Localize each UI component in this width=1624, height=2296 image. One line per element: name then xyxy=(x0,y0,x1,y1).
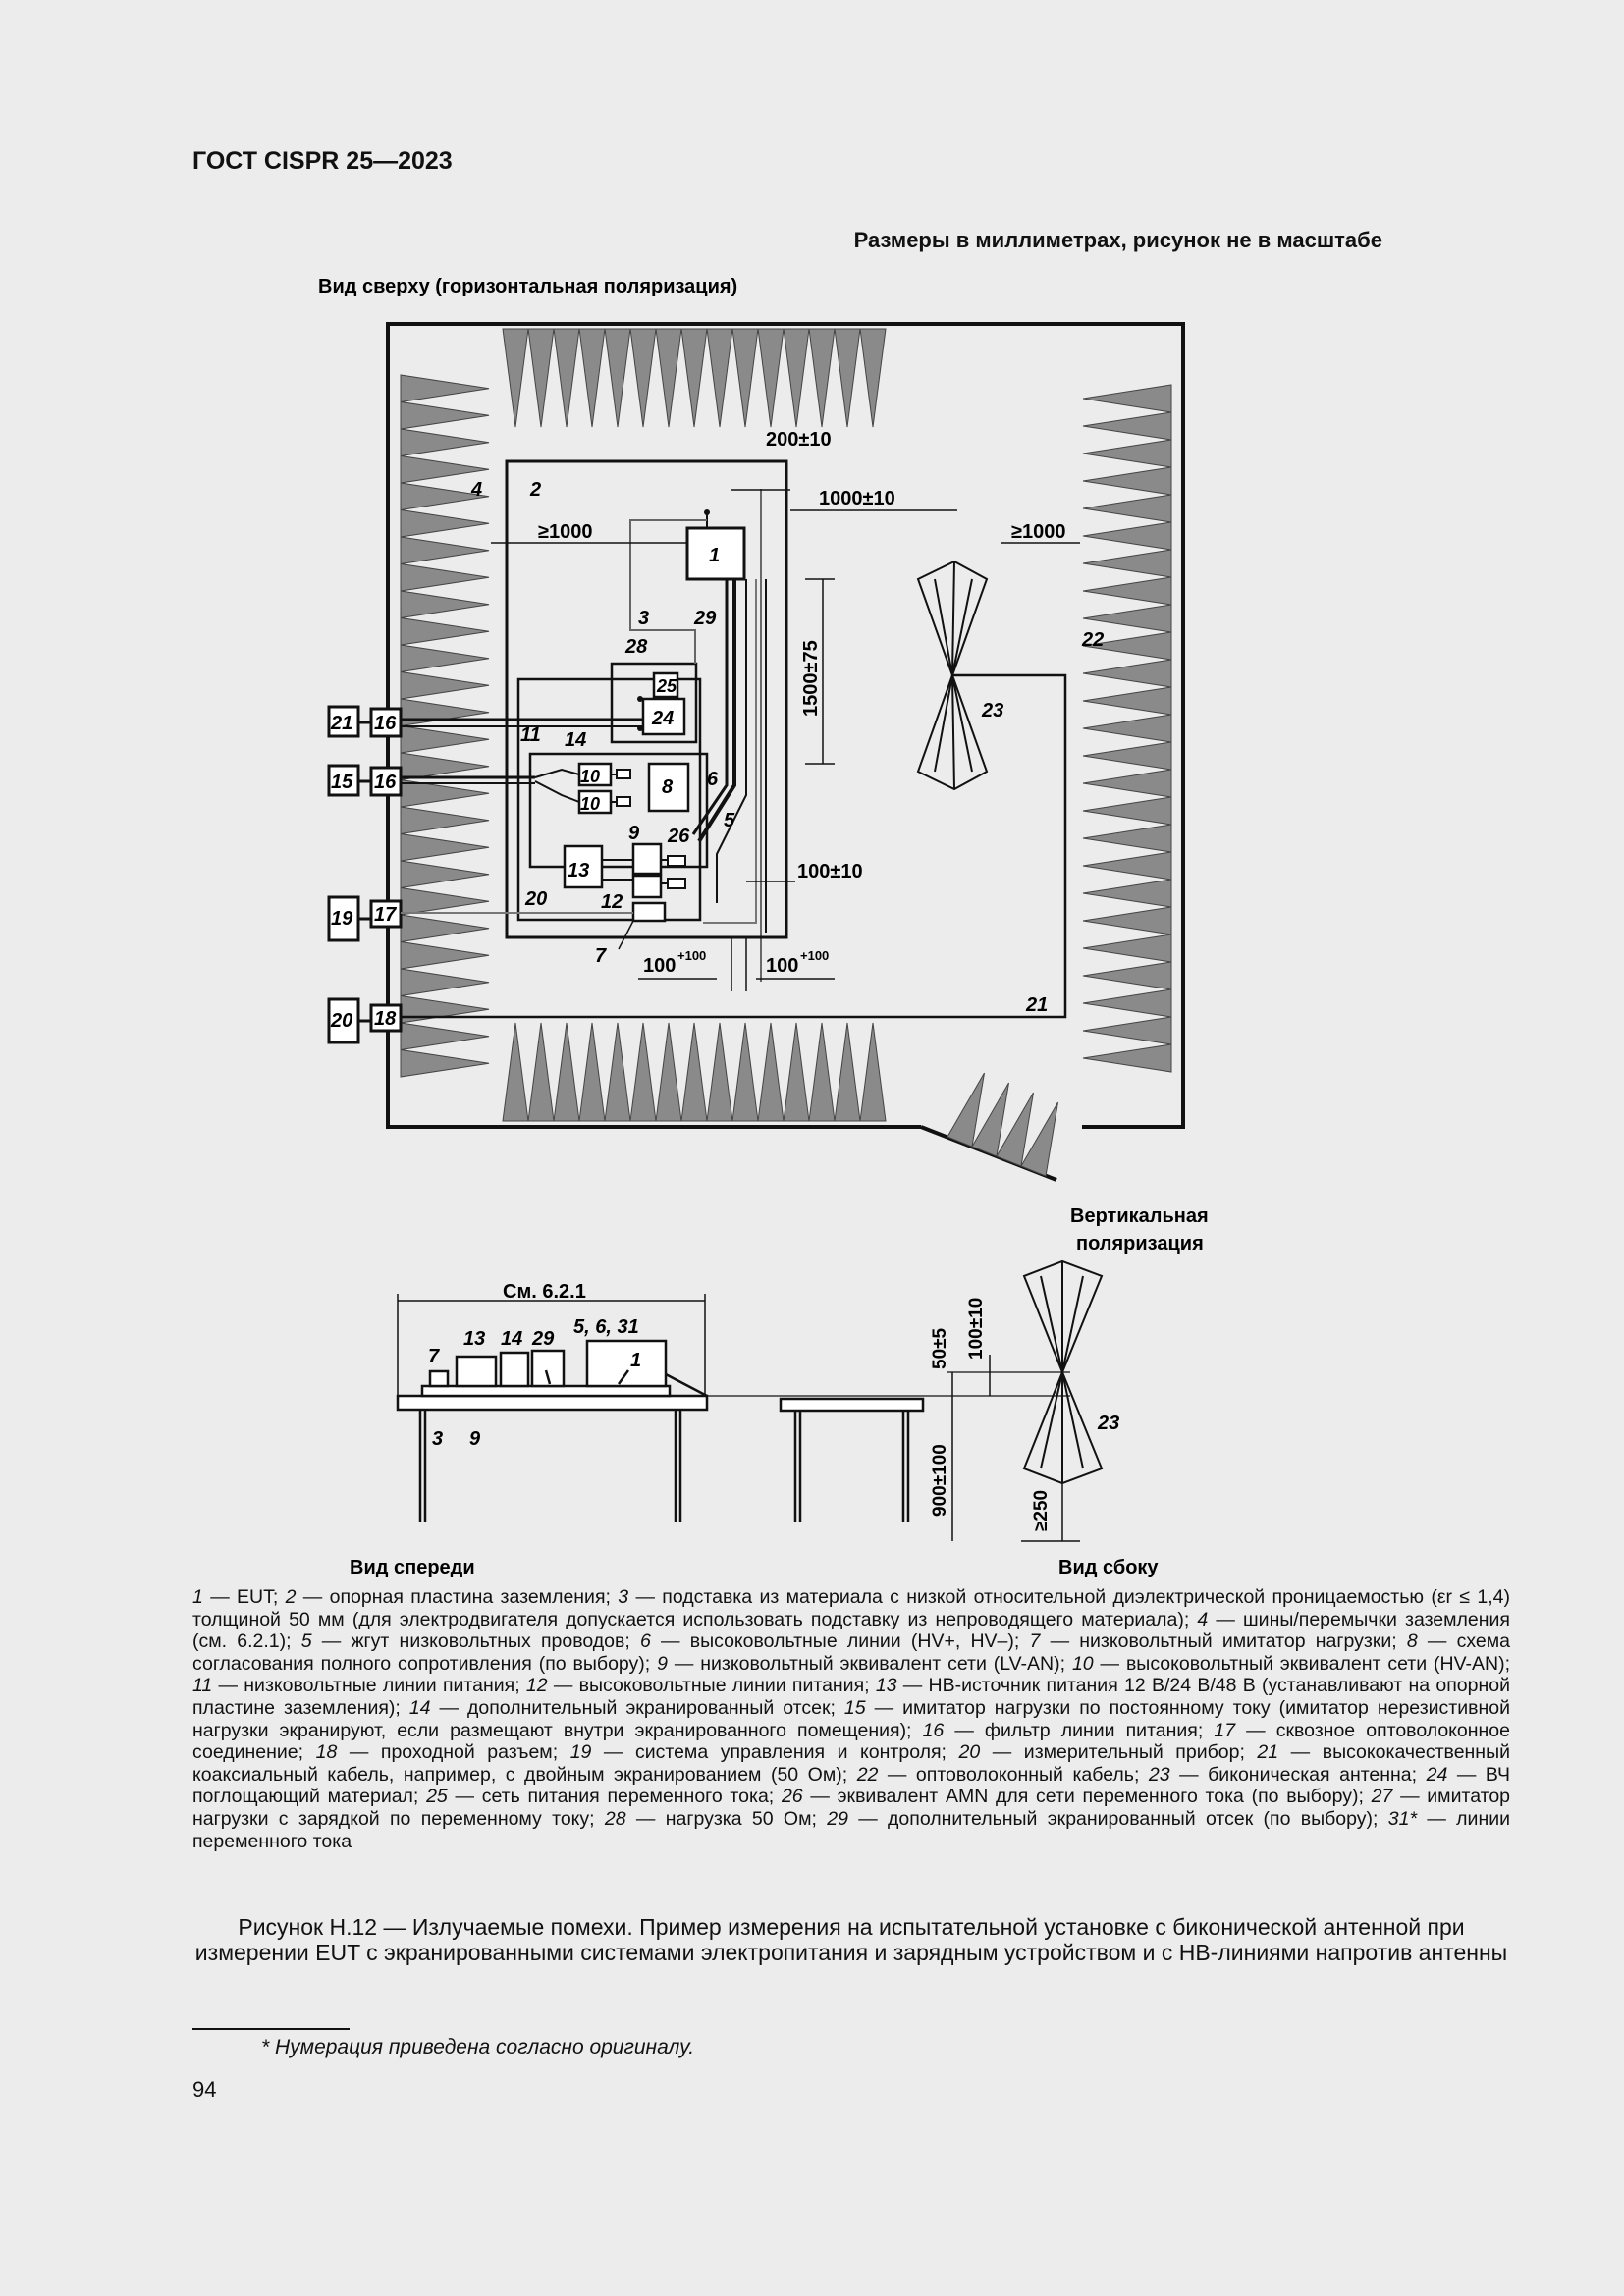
svg-text:24: 24 xyxy=(652,708,675,729)
svg-text:1500±75: 1500±75 xyxy=(800,640,822,717)
absorber-cone xyxy=(1083,440,1171,467)
legend-item-number: 7 xyxy=(1029,1630,1041,1653)
legend-item-number: 4 xyxy=(1197,1608,1209,1630)
legend-item-text: — эквивалент AMN для сети переменного тока (по выбору); xyxy=(802,1786,1372,1808)
svg-text:8: 8 xyxy=(662,776,674,798)
absorber-cone xyxy=(579,1023,605,1121)
legend-item-number: 16 xyxy=(922,1719,945,1741)
absorber-cone xyxy=(401,996,489,1024)
legend-item-number: 5 xyxy=(300,1630,312,1653)
svg-text:900±100: 900±100 xyxy=(930,1444,950,1517)
svg-text:1: 1 xyxy=(630,1350,642,1371)
absorber-cone xyxy=(503,329,528,427)
absorber-cone xyxy=(1083,605,1171,632)
legend-item xyxy=(782,1786,1372,1807)
legend-item-text: — дополнительный экранированный отсек; xyxy=(430,1696,844,1719)
absorber-cone xyxy=(758,329,784,427)
legend-item xyxy=(570,1741,959,1763)
absorber-cone xyxy=(1083,825,1171,852)
svg-text:20: 20 xyxy=(331,1010,353,1032)
svg-text:+100: +100 xyxy=(677,948,707,963)
svg-text:15: 15 xyxy=(331,772,353,793)
absorber-cone xyxy=(630,329,656,427)
svg-text:3: 3 xyxy=(432,1428,444,1450)
absorber-cone xyxy=(860,1023,886,1121)
absorber-cone xyxy=(1083,907,1171,934)
absorber-cone xyxy=(1083,715,1171,742)
svg-text:29: 29 xyxy=(694,608,717,629)
side-table xyxy=(781,1399,923,1522)
footnote: * Нумерация приведена согласно оригиналу. xyxy=(261,2036,695,2058)
legend-item-text: — опорная пластина заземления; xyxy=(296,1586,619,1608)
absorber-cone xyxy=(681,329,707,427)
absorber-cone xyxy=(1083,934,1171,962)
absorber-cone xyxy=(528,1023,554,1121)
legend-item-number: 3 xyxy=(618,1586,629,1608)
legend-item-number: 29 xyxy=(827,1807,848,1830)
absorber-cone xyxy=(401,645,489,672)
absorber-cone xyxy=(1083,989,1171,1017)
svg-text:≥1000: ≥1000 xyxy=(538,521,593,543)
svg-text:7: 7 xyxy=(595,945,607,967)
svg-text:100: 100 xyxy=(643,955,677,977)
svg-text:20: 20 xyxy=(525,888,548,910)
legend-item-text: — фильтр линии питания; xyxy=(944,1719,1215,1741)
absorber-cone xyxy=(401,969,489,996)
legend-item-number: 20 xyxy=(958,1741,981,1764)
absorber-cone xyxy=(732,329,758,427)
legend-item xyxy=(657,1653,1072,1675)
absorber-cone xyxy=(401,591,489,618)
legend-item-text: — оптоволоконный кабель; xyxy=(878,1763,1149,1786)
absorber-cone xyxy=(1083,880,1171,907)
svg-text:14: 14 xyxy=(501,1328,523,1350)
legend-item-number: 8 xyxy=(1406,1630,1418,1653)
legend-item-number: 10 xyxy=(1071,1652,1094,1675)
legend-item-text: — линии переменного тока xyxy=(192,1807,1510,1852)
absorber-cone xyxy=(707,329,732,427)
absorber-cone xyxy=(401,807,489,834)
svg-text:10: 10 xyxy=(580,767,601,786)
svg-text:13: 13 xyxy=(568,860,590,881)
legend-item-text: — биконическая антенна; xyxy=(1169,1763,1427,1786)
absorber-cone xyxy=(707,1023,732,1121)
legend-item xyxy=(301,1630,640,1652)
absorber-cone xyxy=(630,1023,656,1121)
legend-item xyxy=(640,1630,1030,1652)
svg-text:13: 13 xyxy=(463,1328,486,1350)
legend-item-text: — имитатор нагрузки по постоянному току (имитатор нерезистивной нагрузки экранируют, если размещают внутри экранированного помещения); xyxy=(192,1696,1511,1741)
absorber-cone xyxy=(401,672,489,700)
legend-item-text: — дополнительный экранированный отсек (по выбору); xyxy=(847,1807,1388,1830)
legend-item-text: — высоковольтные линии питания; xyxy=(547,1675,876,1697)
svg-text:19: 19 xyxy=(331,908,353,930)
absorber-cone xyxy=(784,329,809,427)
absorber-cone xyxy=(605,1023,630,1121)
absorber-cone xyxy=(503,1023,528,1121)
front-side-view-figure xyxy=(324,1193,1267,1585)
svg-text:4: 4 xyxy=(471,479,483,501)
legend-item-text: — сеть питания переменного тока; xyxy=(447,1786,782,1808)
absorber-cone xyxy=(401,888,489,916)
svg-text:100±10: 100±10 xyxy=(797,861,863,882)
svg-text:16: 16 xyxy=(374,772,397,793)
absorber-cone xyxy=(554,329,579,427)
svg-text:18: 18 xyxy=(374,1008,397,1030)
legend-item-number: 17 xyxy=(1214,1719,1236,1741)
figure-legend xyxy=(192,1586,1510,1852)
legend-item xyxy=(857,1764,1149,1786)
absorber-cone xyxy=(401,915,489,942)
absorber-cone xyxy=(401,942,489,970)
legend-item-text: — схема согласования полного сопротивления (по выбору); xyxy=(192,1630,1510,1675)
svg-text:16: 16 xyxy=(374,713,397,734)
view-top-title: Вид сверху (горизонтальная поляризация) xyxy=(318,276,738,297)
legend-item-text: — EUT; xyxy=(202,1586,286,1608)
absorber-cone xyxy=(1083,412,1171,440)
svg-text:50±5: 50±5 xyxy=(930,1327,950,1369)
absorber-cone xyxy=(401,726,489,754)
svg-text:2: 2 xyxy=(530,479,542,501)
absorber-cone xyxy=(1083,522,1171,550)
legend-item xyxy=(827,1808,1388,1830)
svg-text:Вид сбоку: Вид сбоку xyxy=(1058,1557,1159,1578)
absorber-cone xyxy=(809,1023,835,1121)
absorber-cone xyxy=(401,861,489,888)
legend-item xyxy=(192,1586,286,1608)
legend-item-text: — измерительный прибор; xyxy=(980,1741,1258,1764)
svg-text:9: 9 xyxy=(469,1428,481,1450)
absorber-cone xyxy=(1083,467,1171,495)
legend-item-text: — подставка из материала с низкой относительной диэлектрической проницаемостью (εr ≤ 1,4) толщиной 50 мм (для электродвигателя допускается использовать подставку из непроводящего материала); xyxy=(192,1586,1510,1630)
legend-item xyxy=(1072,1653,1510,1675)
legend-item-number: 13 xyxy=(875,1675,897,1697)
svg-text:поляризация: поляризация xyxy=(1076,1233,1204,1255)
legend-item-text: — HB-источник питания 12 В/24 В/48 В (устанавливают на опорной пластине заземления); xyxy=(192,1675,1510,1719)
absorber-cone xyxy=(401,402,489,430)
legend-item-number: 18 xyxy=(315,1741,338,1764)
legend-item-number: 31* xyxy=(1387,1807,1418,1830)
legend-item xyxy=(526,1675,876,1696)
svg-text:Вертикальная: Вертикальная xyxy=(1070,1205,1209,1227)
absorber-cone xyxy=(784,1023,809,1121)
svg-text:28: 28 xyxy=(625,636,648,658)
absorber-cone xyxy=(835,329,860,427)
absorber-cone xyxy=(401,510,489,538)
legend-item-text: — низковольтный имитатор нагрузки; xyxy=(1040,1630,1407,1653)
absorber-cone xyxy=(401,618,489,646)
svg-text:10: 10 xyxy=(580,794,601,814)
absorber-cone xyxy=(1083,495,1171,522)
front-table xyxy=(398,1341,707,1522)
absorber-cone xyxy=(835,1023,860,1121)
absorber-cone xyxy=(401,834,489,862)
svg-text:200±10: 200±10 xyxy=(766,429,832,451)
legend-item-number: 28 xyxy=(604,1807,626,1830)
legend-item-number: 23 xyxy=(1148,1763,1170,1786)
absorber-cone xyxy=(681,1023,707,1121)
legend-item xyxy=(192,1675,526,1696)
svg-text:17: 17 xyxy=(374,904,397,926)
svg-text:11: 11 xyxy=(520,724,541,746)
legend-item-number: 9 xyxy=(657,1652,668,1675)
figure-caption: Рисунок H.12 — Излучаемые помехи. Пример измерения на испытательной установке с биконической антенной при измерении EUT с экранированными системами электропитания и зарядным устройством и с HB-линиями напротив антенны xyxy=(194,1914,1508,1965)
legend-item-number: 25 xyxy=(426,1786,448,1808)
svg-text:5, 6, 31: 5, 6, 31 xyxy=(573,1316,639,1338)
absorber-cone xyxy=(860,329,886,427)
absorber-cone xyxy=(1083,577,1171,605)
legend-item-number: 6 xyxy=(639,1630,651,1653)
svg-text:7: 7 xyxy=(428,1346,440,1367)
absorber-cone xyxy=(1083,1044,1171,1072)
absorber-cone xyxy=(1083,852,1171,880)
legend-item-text: — нагрузка 50 Ом; xyxy=(625,1807,828,1830)
absorber-cone xyxy=(1083,687,1171,715)
absorber-cone xyxy=(1083,770,1171,797)
svg-text:12: 12 xyxy=(601,891,623,913)
box-9b xyxy=(633,876,661,897)
absorber-right-wall xyxy=(1083,385,1171,1072)
legend-item-number: 19 xyxy=(569,1741,592,1764)
legend-item xyxy=(426,1786,782,1807)
legend-item xyxy=(286,1586,619,1608)
legend-item-number: 22 xyxy=(856,1763,879,1786)
legend-item-text: — низковольтные линии питания; xyxy=(212,1675,526,1697)
box-9a xyxy=(633,844,661,874)
legend-item xyxy=(605,1808,827,1830)
svg-text:21: 21 xyxy=(331,713,353,734)
absorber-cone xyxy=(1083,660,1171,687)
svg-text:100±10: 100±10 xyxy=(966,1297,987,1360)
absorber-cone xyxy=(401,1023,489,1050)
svg-text:≥1000: ≥1000 xyxy=(1011,521,1066,543)
svg-text:22: 22 xyxy=(1082,629,1105,651)
absorber-cone xyxy=(401,699,489,726)
legend-item xyxy=(1149,1764,1427,1786)
absorber-cone xyxy=(401,753,489,780)
absorber-cone xyxy=(1083,1017,1171,1044)
absorber-cone xyxy=(656,329,681,427)
absorber-cone xyxy=(528,329,554,427)
legend-item-text: — жгут низковольтных проводов; xyxy=(311,1630,640,1653)
legend-item-number: 26 xyxy=(781,1786,803,1808)
legend-item xyxy=(409,1697,844,1719)
absorber-cone xyxy=(401,564,489,592)
legend-item-number: 21 xyxy=(1257,1741,1279,1764)
legend-item-text: — проходной разъем; xyxy=(337,1741,570,1764)
legend-item-text: — низковольтный эквивалент сети (LV-AN); xyxy=(667,1652,1072,1675)
legend-item-number: 2 xyxy=(285,1586,297,1608)
svg-text:+100: +100 xyxy=(800,948,830,963)
legend-item-number: 24 xyxy=(1426,1763,1448,1786)
svg-text:5: 5 xyxy=(724,810,735,831)
page-number: 94 xyxy=(192,2077,217,2102)
absorber-cone xyxy=(401,429,489,456)
absorber-cone xyxy=(1083,550,1171,577)
absorber-cone xyxy=(656,1023,681,1121)
svg-text:23: 23 xyxy=(1098,1413,1120,1434)
legend-item-text: — высоковольтные линии (HV+, HV–); xyxy=(650,1630,1030,1653)
svg-text:100: 100 xyxy=(766,955,799,977)
footnote-separator xyxy=(192,2028,350,2030)
absorber-cone xyxy=(809,329,835,427)
document-header: ГОСТ CISPR 25—2023 xyxy=(192,147,453,175)
svg-text:14: 14 xyxy=(565,729,587,751)
absorber-cone xyxy=(1083,797,1171,825)
absorber-bottom-wall xyxy=(503,1023,886,1121)
absorber-top-wall xyxy=(503,329,886,427)
legend-item xyxy=(316,1741,570,1763)
svg-text:6: 6 xyxy=(707,769,719,790)
absorber-cone xyxy=(732,1023,758,1121)
absorber-cone xyxy=(401,375,489,402)
svg-text:23: 23 xyxy=(982,700,1004,721)
legend-item-text: — имитатор нагрузки с зарядкой по переменному току; xyxy=(192,1786,1511,1830)
svg-text:1000±10: 1000±10 xyxy=(819,488,895,509)
absorber-cone xyxy=(1083,742,1171,770)
svg-text:29: 29 xyxy=(532,1328,555,1350)
absorber-cone xyxy=(554,1023,579,1121)
legend-item xyxy=(923,1720,1215,1741)
svg-text:3: 3 xyxy=(638,608,650,629)
svg-text:≥250: ≥250 xyxy=(1031,1489,1052,1531)
absorber-cone xyxy=(605,329,630,427)
dimensions-note: Размеры в миллиметрах, рисунок не в масштабе xyxy=(853,228,1382,252)
absorber-cone xyxy=(758,1023,784,1121)
label-1: 1 xyxy=(709,545,721,566)
top-view-figure xyxy=(295,265,1237,1247)
legend-item-number: 11 xyxy=(192,1675,213,1697)
legend-item xyxy=(1030,1630,1407,1652)
legend-item-text: — высоковольтный эквивалент сети (HV-AN); xyxy=(1093,1652,1511,1675)
svg-text:См. 6.2.1: См. 6.2.1 xyxy=(503,1281,586,1303)
svg-text:Вид спереди: Вид спереди xyxy=(350,1557,475,1578)
absorber-cone xyxy=(401,537,489,564)
legend-item-number: 14 xyxy=(408,1696,431,1719)
legend-item-number: 1 xyxy=(192,1586,203,1608)
box-7 xyxy=(633,903,665,921)
absorber-cone xyxy=(1083,385,1171,412)
legend-item-text: — сквозное оптоволоконное соединение; xyxy=(192,1719,1511,1764)
absorber-cone xyxy=(401,1050,489,1078)
svg-text:9: 9 xyxy=(628,823,640,844)
legend-item-number: 15 xyxy=(843,1696,866,1719)
absorber-cone xyxy=(579,329,605,427)
legend-item-text: — высококачественный коаксиальный кабель, например, с двойным экранированием (50 Ом); xyxy=(192,1741,1510,1786)
svg-text:26: 26 xyxy=(668,826,690,847)
legend-item-number: 27 xyxy=(1371,1786,1393,1808)
absorber-cone xyxy=(1083,962,1171,989)
legend-item xyxy=(959,1741,1258,1763)
legend-item-text: — система управления и контроля; xyxy=(591,1741,959,1764)
legend-item-number: 12 xyxy=(525,1675,548,1697)
svg-text:25: 25 xyxy=(657,676,677,696)
svg-text:21: 21 xyxy=(1026,994,1049,1016)
legend-item-text: — ВЧ поглощающий материал; xyxy=(192,1763,1510,1808)
legend-item-text: — шины/перемычки заземления (см. 6.2.1); xyxy=(192,1608,1510,1653)
